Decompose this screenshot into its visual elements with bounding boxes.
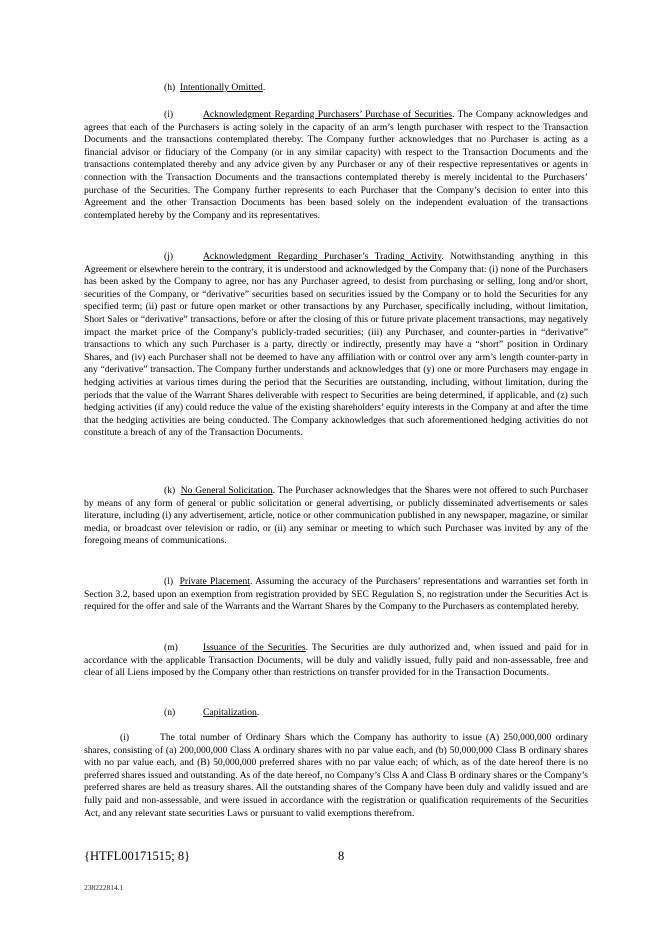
- section-i-label: (i): [164, 109, 174, 120]
- section-k-heading: No General Solicitation: [180, 485, 273, 496]
- section-j-body: . Notwithstanding anything in this Agreement or elsewhere herein to the contrary, it is understood and acknowledged by the Company that: (i) none of the Purchasers has been asked by the Company to agree, nor has any Purchaser agreed, to desist from purchasing or selling, long and/or short, securities of the Company, or “derivative” securities based on securities issued by the Company or to hold the Securities for any specified term; (ii) past or future open market or other transactions by any Purchaser, specifically including, without limitation, Short Sales or “derivative” transactions, before or after the closing of this or future private placement transactions, may negatively impact the market price of the Company’s publicly-traded securities; (iii) any Purchaser, and counter-parties in “derivative” transactions to which any such Purchaser is a party, directly or indirectly, presently may have a “short” position in Ordinary Shares, and (iv) each Purchaser shall not be deemed to have any affiliation with or control over any arm’s length counter-party in any “derivative” transaction. The Company further understands and acknowledges that (y) one or more Purchasers may engage in hedging activities at various times during the period that the Securities are outstanding, including, without limitation, during the periods that the value of the Warrant Shares deliverable with respect to Securities are being determined, if applicable, and (z) such hedging activities (if any) could reduce the value of the existing shareholders’ equity interests in the Company at and after the time that the hedging activities are being conducted. The Company acknowledges that such aforementioned hedging activities do not constitute a breach of any of the Transaction Documents.: [84, 251, 588, 439]
- section-h-label: (h): [164, 82, 176, 93]
- page-number: 8: [338, 849, 345, 863]
- section-h: [84, 82, 588, 95]
- section-j-heading: Acknowledgment Regarding Purchaser’s Trading Activity: [203, 251, 442, 262]
- section-n-i-body: The total number of Ordinary Shars which the Company has authority to issue (A) 250,000,000 ordinary shares, consisting of (a) 200,000,000 Class A ordinary shares with no par value each, and (b) 50,000,000 Class B ordinary shares with no par value each, and (B) 50,000,000 preferred shares with no par value each; of which, as of the date hereof there is no preferred shares issued and outstanding. As of the date hereof, no Company’s Clss A and Class B ordinary shares or the Company’s preferred shares are held as treasury shares. All the outstanding shares of the Company have been duly and validly issued and are fully paid and non-assessable, and were issued in accordance with the registration or qualification requirements of the Securities Act, and any relevant state securities Laws or pursuant to valid exemptions therefrom.: [84, 732, 588, 819]
- section-n-label: (n): [164, 707, 176, 718]
- section-m: [84, 642, 588, 680]
- section-n-i: [84, 732, 588, 820]
- section-h-heading: Intentionally Omitted: [179, 82, 263, 93]
- section-n-tail: .: [256, 707, 260, 718]
- section-l-body: . Assuming the accuracy of the Purchasers’ representations and warranties set forth in Section 3.2, based upon an exemption from registration provided by SEC Regulation S, no registration under the Securities Act is required for the offer and sale of the Warrants and the Warrant Shares by the Company to the Purchasers as contemplated hereby.: [84, 576, 588, 613]
- section-k: [84, 485, 588, 548]
- section-l: [84, 576, 588, 614]
- section-i-body: . The Company acknowledges and agrees that each of the Purchasers is acting solely in the capacity of an arm’s length purchaser with respect to the Transaction Documents and the transactions contemplated thereby. The Company further acknowledges that no Purchaser is acting as a financial advisor or fiduciary of the Company (or in any similar capacity) with respect to the Transaction Documents and the transactions contemplated thereby and any advice given by any Purchaser or any of their respective representatives or agents in connection with the Transaction Documents and the transactions contemplated thereby is merely incidental to the Purchasers’ purchase of the Securities. The Company further represents to each Purchaser that the Company’s decision to enter into this Agreement and the other Transaction Documents has been based solely on the independent evaluation of the transactions contemplated hereby by the Company and its representatives.: [84, 109, 588, 221]
- section-n-heading: Capitalization: [203, 707, 257, 718]
- section-i-heading: Acknowledgment Regarding Purchasers’ Purchase of Securities: [203, 109, 453, 120]
- section-n: [84, 707, 588, 720]
- section-k-body: . The Purchaser acknowledges that the Shares were not offered to such Purchaser by means of any form of general or public solicitation or general advertising, or publicly disseminated advertisements or sales literature, including (i) any advertisement, article, notice or other communication published in any newspaper, magazine, or similar media, or broadcast over television or radio, or (ii) any seminar or meeting to which such Purchaser was invited by any of the foregoing means of communications.: [84, 485, 589, 547]
- section-m-body: . The Securities are duly authorized and, when issued and paid for in accordance with the applicable Transaction Documents, will be duly and validly issued, fully paid and non-assessable, free and clear of all Liens imposed by the Company other than restrictions on transfer provided for in the Transaction Documents.: [84, 642, 588, 679]
- section-l-label: (l): [164, 576, 174, 587]
- section-i: [84, 109, 588, 222]
- section-l-heading: Private Placement: [179, 576, 250, 587]
- section-m-label: (m): [164, 642, 178, 653]
- section-j: [84, 251, 588, 440]
- section-n-i-label: (i): [120, 732, 130, 743]
- footer-doc-number: 238222814.1: [84, 883, 124, 892]
- section-j-label: (j): [164, 251, 174, 262]
- section-k-label: (k): [164, 485, 176, 496]
- section-m-heading: Issuance of the Securities: [203, 642, 306, 653]
- footer-doc-ref: {HTFL00171515; 8}: [84, 849, 191, 863]
- section-h-tail: .: [262, 82, 266, 93]
